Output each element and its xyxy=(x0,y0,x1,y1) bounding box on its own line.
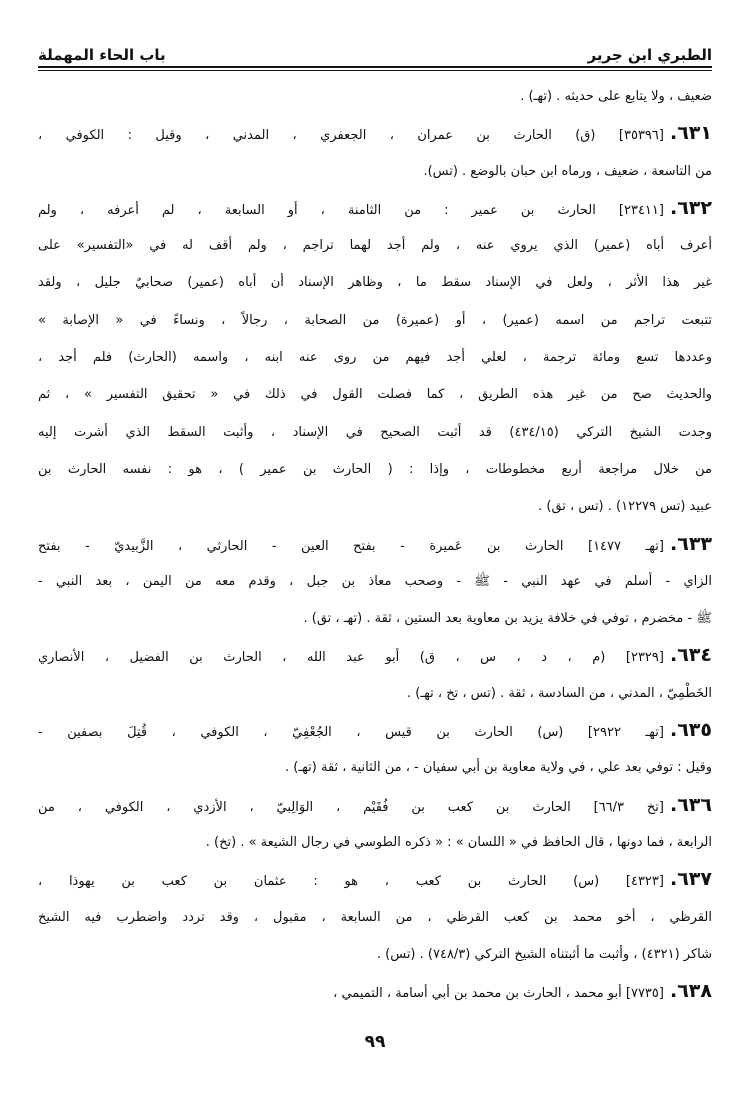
line-text: والحديث صح من غير هذه الطريق ، كما فصلت القول في ذلك في « تحقيق التفسير » ، ثم xyxy=(38,387,712,403)
entry-number: ٦٣١. xyxy=(669,122,712,145)
line-text: الرابعة ، فما دونها ، قال الحافظ في « اللسان » : « ذكره الطوسي في رجال الشيعة » . (تخ) . xyxy=(205,834,712,850)
text-line xyxy=(38,600,712,637)
line-text: [٧٧٣٥] أبو محمد ، الحارث بن محمد بن أبي أسامة ، التميمي ، xyxy=(333,986,664,1002)
line-text: [تخ ٦٦/٣] الحارث بن كعب بن فُقَيْم ، الوَالِبيّ ، الأزدي ، الكوفي ، من xyxy=(38,799,664,815)
text-line xyxy=(38,153,712,190)
text-line xyxy=(38,526,712,563)
entry-number: ٦٣٥. xyxy=(669,719,712,742)
line-text: وعددها تسع ومائة ترجمة ، لعلي أجد فيهم من روى عنه ابنه ، واسمه (الحارث) فلم أجد ، xyxy=(38,350,712,366)
text-line xyxy=(38,190,712,227)
text-line xyxy=(38,78,712,115)
entry-number: ٦٣٧. xyxy=(669,868,712,891)
header-rule-thick xyxy=(38,66,712,68)
text-line xyxy=(38,637,712,674)
text-line xyxy=(38,973,712,1010)
line-text: أعرف أباه (عمير) الذي يروي عنه ، ولم أجد لهما تراجم ، ولم أقف له في «التفسير» على xyxy=(38,238,712,254)
text-line xyxy=(38,264,712,301)
text-line xyxy=(38,488,712,525)
text-line xyxy=(38,861,712,898)
text-line xyxy=(38,414,712,451)
text-line xyxy=(38,712,712,749)
entry-number: ٦٣٨. xyxy=(669,980,712,1003)
line-text: [تهـ ٢٩٢٢] (س) الحارث بن قيس ، الجُعْفِيّ ، الكوفي ، قُتِلَ بصفين - xyxy=(38,725,664,741)
text-line xyxy=(38,227,712,264)
entry-number: ٦٣٤. xyxy=(669,644,712,667)
text-line xyxy=(38,899,712,936)
text-line xyxy=(38,376,712,413)
entry-number: ٦٣٣. xyxy=(670,532,712,555)
book-page xyxy=(38,22,712,1072)
line-text: تتبعت تراجم من اسمه (عمير) ، أو (عميرة) من الصحابة ، رجالاً ، ونساءً في « الإصابة » xyxy=(38,312,712,328)
line-text: [٢٣٤١١] الحارث بن عمير : من الثامنة ، أو السابعة ، لم أعرفه ، ولم xyxy=(38,202,664,218)
line-text: ﷺ - مخضرم ، توفي في خلافة يزيد بن معاوية بعد الستين ، ثقة . (تهـ ، تق) . xyxy=(303,611,712,627)
text-line xyxy=(38,451,712,488)
entry-number: ٦٣٦. xyxy=(669,793,712,816)
line-text: عبيد (تس ١٢٢٧٩) . (تس ، تق) . xyxy=(538,499,712,515)
line-text: [تهـ ١٤٧٧] الحارث بن عَميرة - بفتح العين - الحارثي ، الزَّبيديّ - بفتح xyxy=(38,538,664,554)
page-number: ٩٩ xyxy=(364,1032,386,1052)
line-text: شاكر (٤٣٢١) ، وأثبت ما أثبتناه الشيخ التركي (٧٤٨/٣) . (تس) . xyxy=(376,946,712,962)
text-line xyxy=(38,675,712,712)
line-text: القرظي ، أخو محمد بن كعب القرظي ، من السابعة ، مقبول ، وقد تردد واضطرب فيه الشيخ xyxy=(38,909,712,925)
line-text: من خلال مراجعة أربع مخطوطات ، وإذا : ( الحارث بن عمير ) ، هو : نفسه الحارث بن xyxy=(38,461,712,477)
text-line xyxy=(38,787,712,824)
line-text: الخَطْمِيّ ، المدني ، من السادسة ، ثقة . (تس ، تخ ، تهـ) . xyxy=(406,685,712,701)
line-text: غير هذا الأثر ، ولعل في الإسناد سقط ما ، وظاهر الإسناد أن أباه (عمير) صحابيٌ جليل ، ولقد xyxy=(38,275,712,291)
line-text: ضعيف ، ولا يتابع على حديثه . (تهـ) . xyxy=(520,89,712,104)
line-text: [٣٥٣٩٦] (ق) الحارث بن عمران ، الجعفري ، المدني ، وقيل : الكوفي ، xyxy=(38,128,664,144)
line-text: [٤٣٢٣] (س) الحارث بن كعب ، هو : عثمان بن كعب بن يهوذا ، xyxy=(38,874,664,890)
text-line xyxy=(38,824,712,861)
text-line xyxy=(38,563,712,600)
line-text: من التاسعة ، ضعيف ، ورماه ابن حبان بالوضع . (تس). xyxy=(423,163,712,179)
line-text: وقيل : توفي بعد علي ، في ولاية معاوية بن أبي سفيان - ، من الثانية ، ثقة (تهـ) . xyxy=(285,760,712,776)
text-line xyxy=(38,115,712,152)
header-rule-thin xyxy=(38,70,712,71)
text-line xyxy=(38,936,712,973)
body-text xyxy=(38,78,712,1010)
entry-number: ٦٣٢. xyxy=(669,196,712,219)
text-line xyxy=(38,749,712,786)
line-text: وجدت الشيخ التركي (٤٣٤/١٥) قد أثبت الصحيح في الإسناد ، وأثبت السقط الذي أشرت إليه xyxy=(38,424,712,440)
text-line xyxy=(38,339,712,376)
header-author-title: الطبري ابن جرير xyxy=(587,46,712,64)
line-text: الزاي - أسلم في عهد النبي - ﷺ - وصحب معاذ بن جبل ، وقدم معه من اليمن ، بعد النبي - xyxy=(38,573,712,589)
line-text: [٢٣٢٩] (م ، د ، س ، ق) أبو عبد الله ، الحارث بن الفضيل ، الأنصاري xyxy=(38,650,664,666)
header-chapter-title: باب الحاء المهملة xyxy=(38,46,166,64)
running-header xyxy=(38,30,712,64)
text-line xyxy=(38,302,712,339)
